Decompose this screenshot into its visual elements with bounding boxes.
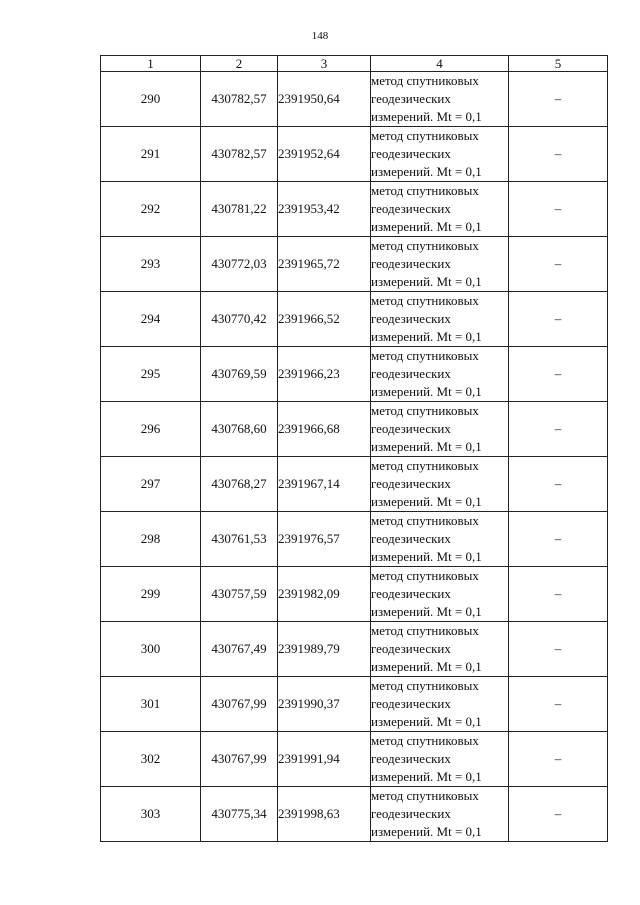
- method-line: измерений. Mt = 0,1: [371, 329, 482, 344]
- x-coordinate-cell: 430772,03: [201, 237, 278, 292]
- method-line: геодезических: [371, 256, 451, 271]
- method-line: геодезических: [371, 201, 451, 216]
- y-coordinate-cell: 2391982,09: [278, 567, 371, 622]
- coordinates-table: [100, 55, 608, 842]
- note-cell: –: [509, 72, 608, 127]
- x-coordinate-cell: 430767,49: [201, 622, 278, 677]
- method-cell: [371, 402, 509, 457]
- y-coordinate-cell: 2391965,72: [278, 237, 371, 292]
- table-row: [101, 402, 608, 457]
- method-cell: [371, 457, 509, 512]
- method-line: метод спутниковых: [371, 458, 479, 473]
- table-row: [101, 567, 608, 622]
- method-line: измерений. Mt = 0,1: [371, 384, 482, 399]
- method-line: геодезических: [371, 421, 451, 436]
- y-coordinate-cell: 2391966,52: [278, 292, 371, 347]
- x-coordinate-cell: 430757,59: [201, 567, 278, 622]
- point-number-cell: 291: [101, 127, 201, 182]
- note-cell: –: [509, 732, 608, 787]
- y-coordinate-cell: 2391989,79: [278, 622, 371, 677]
- method-cell: [371, 292, 509, 347]
- method-line: измерений. Mt = 0,1: [371, 219, 482, 234]
- table-row: [101, 787, 608, 842]
- table-row: [101, 677, 608, 732]
- note-cell: –: [509, 457, 608, 512]
- method-line: измерений. Mt = 0,1: [371, 164, 482, 179]
- method-line: геодезических: [371, 641, 451, 656]
- point-number-cell: 296: [101, 402, 201, 457]
- x-coordinate-cell: 430767,99: [201, 732, 278, 787]
- table-row: [101, 292, 608, 347]
- x-coordinate-cell: 430782,57: [201, 127, 278, 182]
- method-line: метод спутниковых: [371, 678, 479, 693]
- method-line: измерений. Mt = 0,1: [371, 824, 482, 839]
- y-coordinate-cell: 2391991,94: [278, 732, 371, 787]
- method-line: геодезических: [371, 91, 451, 106]
- point-number-cell: 292: [101, 182, 201, 237]
- point-number-cell: 299: [101, 567, 201, 622]
- note-cell: –: [509, 567, 608, 622]
- x-coordinate-cell: 430767,99: [201, 677, 278, 732]
- column-header-5: 5: [509, 56, 608, 72]
- method-cell: [371, 567, 509, 622]
- x-coordinate-cell: 430782,57: [201, 72, 278, 127]
- method-line: измерений. Mt = 0,1: [371, 109, 482, 124]
- y-coordinate-cell: 2391953,42: [278, 182, 371, 237]
- method-cell: [371, 512, 509, 567]
- point-number-cell: 293: [101, 237, 201, 292]
- y-coordinate-cell: 2391952,64: [278, 127, 371, 182]
- method-line: метод спутниковых: [371, 238, 479, 253]
- point-number-cell: 300: [101, 622, 201, 677]
- note-cell: –: [509, 182, 608, 237]
- method-cell: [371, 72, 509, 127]
- table-row: [101, 732, 608, 787]
- point-number-cell: 294: [101, 292, 201, 347]
- method-line: измерений. Mt = 0,1: [371, 549, 482, 564]
- y-coordinate-cell: 2391966,68: [278, 402, 371, 457]
- point-number-cell: 302: [101, 732, 201, 787]
- y-coordinate-cell: 2391998,63: [278, 787, 371, 842]
- table-row: [101, 512, 608, 567]
- method-line: геодезических: [371, 311, 451, 326]
- method-line: метод спутниковых: [371, 293, 479, 308]
- x-coordinate-cell: 430761,53: [201, 512, 278, 567]
- column-header-4: 4: [371, 56, 509, 72]
- point-number-cell: 297: [101, 457, 201, 512]
- method-line: метод спутниковых: [371, 128, 479, 143]
- x-coordinate-cell: 430768,27: [201, 457, 278, 512]
- x-coordinate-cell: 430768,60: [201, 402, 278, 457]
- table-row: [101, 457, 608, 512]
- method-line: метод спутниковых: [371, 403, 479, 418]
- method-line: метод спутниковых: [371, 183, 479, 198]
- column-header-1: 1: [101, 56, 201, 72]
- point-number-cell: 303: [101, 787, 201, 842]
- method-line: измерений. Mt = 0,1: [371, 714, 482, 729]
- method-line: метод спутниковых: [371, 348, 479, 363]
- method-cell: [371, 127, 509, 182]
- point-number-cell: 295: [101, 347, 201, 402]
- note-cell: –: [509, 402, 608, 457]
- y-coordinate-cell: 2391967,14: [278, 457, 371, 512]
- table-row: [101, 72, 608, 127]
- method-line: метод спутниковых: [371, 568, 479, 583]
- method-cell: [371, 732, 509, 787]
- method-cell: [371, 622, 509, 677]
- table-row: [101, 127, 608, 182]
- method-line: геодезических: [371, 696, 451, 711]
- method-line: измерений. Mt = 0,1: [371, 274, 482, 289]
- note-cell: –: [509, 787, 608, 842]
- method-line: геодезических: [371, 751, 451, 766]
- header-row: [101, 56, 608, 72]
- table-body: [101, 72, 608, 842]
- method-line: метод спутниковых: [371, 73, 479, 88]
- note-cell: –: [509, 292, 608, 347]
- method-cell: [371, 182, 509, 237]
- x-coordinate-cell: 430770,42: [201, 292, 278, 347]
- method-line: измерений. Mt = 0,1: [371, 494, 482, 509]
- note-cell: –: [509, 512, 608, 567]
- method-line: геодезических: [371, 476, 451, 491]
- note-cell: –: [509, 622, 608, 677]
- method-cell: [371, 677, 509, 732]
- method-line: метод спутниковых: [371, 513, 479, 528]
- x-coordinate-cell: 430781,22: [201, 182, 278, 237]
- method-line: измерений. Mt = 0,1: [371, 659, 482, 674]
- method-cell: [371, 787, 509, 842]
- y-coordinate-cell: 2391950,64: [278, 72, 371, 127]
- method-line: геодезических: [371, 806, 451, 821]
- page-number: 148: [311, 30, 329, 42]
- note-cell: –: [509, 237, 608, 292]
- table-row: [101, 237, 608, 292]
- method-line: геодезических: [371, 586, 451, 601]
- table-row: [101, 347, 608, 402]
- method-cell: [371, 347, 509, 402]
- y-coordinate-cell: 2391966,23: [278, 347, 371, 402]
- method-cell: [371, 237, 509, 292]
- method-line: геодезических: [371, 146, 451, 161]
- column-header-3: 3: [278, 56, 371, 72]
- method-line: измерений. Mt = 0,1: [371, 439, 482, 454]
- method-line: геодезических: [371, 366, 451, 381]
- method-line: метод спутниковых: [371, 733, 479, 748]
- method-line: геодезических: [371, 531, 451, 546]
- point-number-cell: 301: [101, 677, 201, 732]
- note-cell: –: [509, 347, 608, 402]
- table-row: [101, 182, 608, 237]
- y-coordinate-cell: 2391990,37: [278, 677, 371, 732]
- method-line: измерений. Mt = 0,1: [371, 769, 482, 784]
- x-coordinate-cell: 430775,34: [201, 787, 278, 842]
- note-cell: –: [509, 127, 608, 182]
- table-row: [101, 622, 608, 677]
- method-line: измерений. Mt = 0,1: [371, 604, 482, 619]
- y-coordinate-cell: 2391976,57: [278, 512, 371, 567]
- method-line: метод спутниковых: [371, 623, 479, 638]
- column-header-2: 2: [201, 56, 278, 72]
- x-coordinate-cell: 430769,59: [201, 347, 278, 402]
- note-cell: –: [509, 677, 608, 732]
- method-line: метод спутниковых: [371, 788, 479, 803]
- point-number-cell: 298: [101, 512, 201, 567]
- table-header: [101, 56, 608, 72]
- point-number-cell: 290: [101, 72, 201, 127]
